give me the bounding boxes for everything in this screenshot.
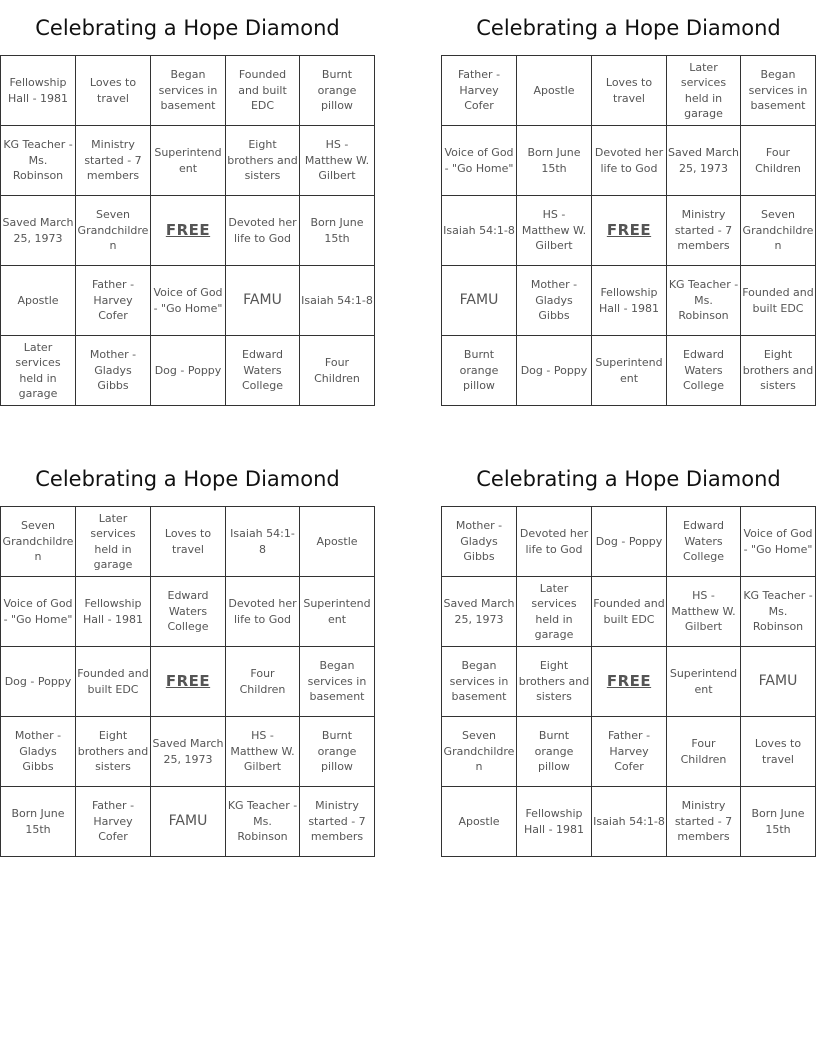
bingo-cell: Founded and built EDC — [592, 577, 667, 647]
bingo-cell: HS - Matthew W. Gilbert — [517, 196, 592, 266]
bingo-cell: FAMU — [442, 266, 517, 336]
bingo-cell: Founded and built EDC — [76, 647, 151, 717]
bingo-cell: Burnt orange pillow — [300, 717, 375, 787]
bingo-cell: Fellowship Hall - 1981 — [1, 56, 76, 126]
bingo-cell: Later services held in garage — [76, 507, 151, 577]
free-space: FREE — [592, 647, 667, 717]
bingo-cell: Apostle — [1, 266, 76, 336]
bingo-cell: FAMU — [151, 787, 226, 857]
bingo-cell: Fellowship Hall - 1981 — [76, 577, 151, 647]
bingo-cell: Loves to travel — [151, 507, 226, 577]
bingo-cell: FAMU — [226, 266, 300, 336]
bingo-cell: Four Children — [741, 126, 816, 196]
bingo-cell: Began services in basement — [741, 56, 816, 126]
bingo-cell: Eight brothers and sisters — [741, 336, 816, 406]
bingo-cell: Saved March 25, 1973 — [1, 196, 76, 266]
bingo-cell: Mother - Gladys Gibbs — [1, 717, 76, 787]
bingo-cell: Father - Harvey Cofer — [76, 787, 151, 857]
bingo-cell: KG Teacher - Ms. Robinson — [741, 577, 816, 647]
bingo-cell: Voice of God - "Go Home" — [1, 577, 76, 647]
bingo-cell: Devoted her life to God — [517, 507, 592, 577]
bingo-cell: Saved March 25, 1973 — [442, 577, 517, 647]
bingo-cell: Isaiah 54:1-8 — [226, 507, 300, 577]
bingo-cell: Seven Grandchildren — [1, 507, 76, 577]
bingo-cell: Voice of God - "Go Home" — [442, 126, 517, 196]
bingo-cell: Began services in basement — [300, 647, 375, 717]
bingo-card-3 — [0, 465, 375, 844]
bingo-cell: Edward Waters College — [226, 336, 300, 406]
bingo-cell: Founded and built EDC — [741, 266, 816, 336]
bingo-cell: Father - Harvey Cofer — [442, 56, 517, 126]
bingo-cell: Devoted her life to God — [226, 196, 300, 266]
free-space: FREE — [151, 196, 226, 266]
bingo-cell: Eight brothers and sisters — [517, 647, 592, 717]
bingo-cell: Edward Waters College — [151, 577, 226, 647]
bingo-cell: FAMU — [741, 647, 816, 717]
bingo-cell: Born June 15th — [1, 787, 76, 857]
card-title: Celebrating a Hope Diamond — [35, 16, 340, 40]
bingo-cell: Ministry started - 7 members — [76, 126, 151, 196]
bingo-cell: Isaiah 54:1-8 — [442, 196, 517, 266]
bingo-card-2 — [441, 14, 816, 393]
bingo-cell: Mother - Gladys Gibbs — [517, 266, 592, 336]
bingo-cell: Fellowship Hall - 1981 — [592, 266, 667, 336]
bingo-cell: Dog - Poppy — [592, 507, 667, 577]
bingo-cell: Eight brothers and sisters — [76, 717, 151, 787]
bingo-cell: Loves to travel — [76, 56, 151, 126]
free-space: FREE — [592, 196, 667, 266]
bingo-grid — [0, 506, 375, 857]
bingo-cell: Superintendent — [592, 336, 667, 406]
bingo-cell: Burnt orange pillow — [442, 336, 517, 406]
bingo-cell: Fellowship Hall - 1981 — [517, 787, 592, 857]
bingo-cell: Later services held in garage — [1, 336, 76, 406]
bingo-cell: Began services in basement — [151, 56, 226, 126]
bingo-cell: Voice of God - "Go Home" — [741, 507, 816, 577]
bingo-cell: KG Teacher - Ms. Robinson — [226, 787, 300, 857]
bingo-cell: Edward Waters College — [667, 336, 741, 406]
bingo-cell: Isaiah 54:1-8 — [300, 266, 375, 336]
bingo-cell: Loves to travel — [592, 56, 667, 126]
bingo-cell: Mother - Gladys Gibbs — [442, 507, 517, 577]
bingo-cell: HS - Matthew W. Gilbert — [667, 577, 741, 647]
bingo-cell: KG Teacher - Ms. Robinson — [1, 126, 76, 196]
bingo-cell: Edward Waters College — [667, 507, 741, 577]
bingo-grid — [441, 55, 816, 406]
bingo-cell: Burnt orange pillow — [300, 56, 375, 126]
bingo-cell: Superintendent — [667, 647, 741, 717]
bingo-cell: HS - Matthew W. Gilbert — [226, 717, 300, 787]
bingo-cell: Ministry started - 7 members — [300, 787, 375, 857]
bingo-cell: Later services held in garage — [667, 56, 741, 126]
free-space: FREE — [151, 647, 226, 717]
bingo-card-1 — [0, 14, 375, 400]
bingo-cell: Four Children — [226, 647, 300, 717]
bingo-cell: Superintendent — [151, 126, 226, 196]
bingo-cell: Apostle — [517, 56, 592, 126]
bingo-cell: Seven Grandchildren — [442, 717, 517, 787]
bingo-cell: Apostle — [442, 787, 517, 857]
bingo-cell: Four Children — [300, 336, 375, 406]
bingo-cell: Saved March 25, 1973 — [151, 717, 226, 787]
bingo-cell: Saved March 25, 1973 — [667, 126, 741, 196]
bingo-cell: Voice of God - "Go Home" — [151, 266, 226, 336]
bingo-grid — [0, 55, 375, 406]
bingo-cell: Apostle — [300, 507, 375, 577]
bingo-cell: Born June 15th — [741, 787, 816, 857]
bingo-cell: Eight brothers and sisters — [226, 126, 300, 196]
bingo-grid — [441, 506, 816, 857]
bingo-cell: Four Children — [667, 717, 741, 787]
bingo-cell: Born June 15th — [517, 126, 592, 196]
bingo-cell: Founded and built EDC — [226, 56, 300, 126]
bingo-cell: HS - Matthew W. Gilbert — [300, 126, 375, 196]
card-title: Celebrating a Hope Diamond — [476, 16, 781, 40]
bingo-cell: Father - Harvey Cofer — [76, 266, 151, 336]
bingo-cell: Seven Grandchildren — [76, 196, 151, 266]
bingo-cell: KG Teacher - Ms. Robinson — [667, 266, 741, 336]
card-title: Celebrating a Hope Diamond — [35, 467, 340, 491]
bingo-cell: Dog - Poppy — [151, 336, 226, 406]
bingo-cell: Mother - Gladys Gibbs — [76, 336, 151, 406]
bingo-cell: Devoted her life to God — [226, 577, 300, 647]
bingo-cell: Began services in basement — [442, 647, 517, 717]
bingo-cell: Superintendent — [300, 577, 375, 647]
bingo-cell: Loves to travel — [741, 717, 816, 787]
bingo-cell: Burnt orange pillow — [517, 717, 592, 787]
bingo-cell: Born June 15th — [300, 196, 375, 266]
bingo-card-4 — [441, 465, 816, 844]
bingo-cell: Isaiah 54:1-8 — [592, 787, 667, 857]
bingo-cell: Seven Grandchildren — [741, 196, 816, 266]
bingo-cell: Father - Harvey Cofer — [592, 717, 667, 787]
bingo-cell: Ministry started - 7 members — [667, 787, 741, 857]
card-title: Celebrating a Hope Diamond — [476, 467, 781, 491]
bingo-cell: Dog - Poppy — [517, 336, 592, 406]
bingo-cell: Later services held in garage — [517, 577, 592, 647]
bingo-cell: Dog - Poppy — [1, 647, 76, 717]
bingo-cell: Devoted her life to God — [592, 126, 667, 196]
bingo-cell: Ministry started - 7 members — [667, 196, 741, 266]
